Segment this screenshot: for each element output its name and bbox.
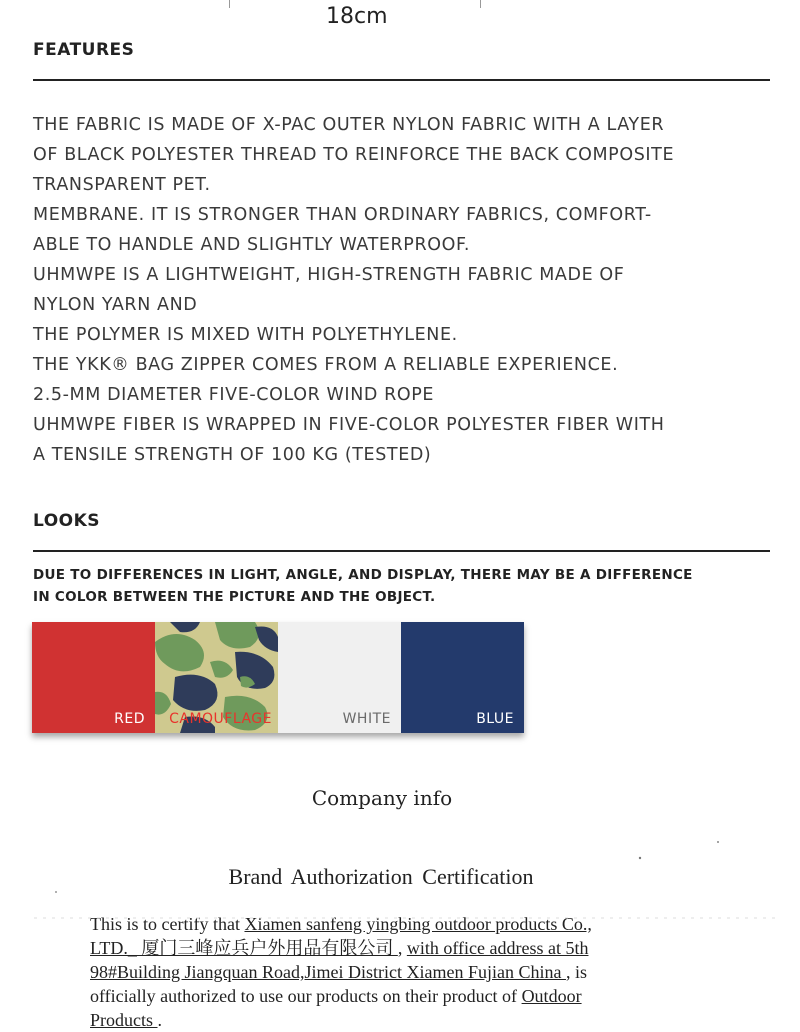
certificate-text: This is to certify that [90,914,245,934]
company-info-title: Company info [311,786,453,810]
certificate-text: , is [565,962,587,982]
certificate-line [90,960,690,984]
certificate-address: 98#Building Jiangquan Road,Jimei District Xiamen Fujian China [90,962,566,982]
swatch-red [32,622,155,733]
features-divider [33,79,770,81]
features-list [33,110,753,470]
certificate-body [90,912,690,1032]
features-line: THE YKK® BAG ZIPPER COMES FROM A RELIABLE EXPERIENCE. [33,355,619,375]
swatch-white [278,622,401,733]
swatch-blue [401,622,524,733]
color-disclaimer [33,564,733,608]
color-disclaimer-line: IN COLOR BETWEEN THE PICTURE AND THE OBJECT. [33,589,436,605]
features-line: TRANSPARENT PET. [33,175,211,195]
features-line: ABLE TO HANDLE AND SLIGHTLY WATERPROOF. [33,235,470,255]
certificate-line [90,1008,690,1032]
certificate-heading: Brand Authorization Certification [228,864,534,889]
features-line: THE POLYMER IS MIXED WITH POLYETHYLENE. [33,325,458,345]
features-line: NYLON YARN AND [33,295,198,315]
certificate-company: LTD._ 厦门三峰应兵户外用品有限公司 [90,938,398,958]
certificate-line [90,912,690,936]
color-swatches [32,622,524,733]
certificate-product: Products [90,1010,158,1030]
features-line: A TENSILE STRENGTH OF 100 KG (TESTED) [33,445,432,465]
features-title: FEATURES [33,40,135,60]
certificate-line [90,936,690,960]
certificate-text: . [157,1010,162,1030]
features-line: THE FABRIC IS MADE OF X-PAC OUTER NYLON FABRIC WITH A LAYER [33,115,665,135]
looks-divider [33,550,770,552]
features-line: OF BLACK POLYESTER THREAD TO REINFORCE THE BACK COMPOSITE [33,145,675,165]
features-line: MEMBRANE. IT IS STRONGER THAN ORDINARY FABRICS, COMFORT- [33,205,652,225]
color-disclaimer-line: DUE TO DIFFERENCES IN LIGHT, ANGLE, AND DISPLAY, THERE MAY BE A DIFFERENCE [33,567,693,583]
dimension-tick-left [229,0,230,8]
features-line: 2.5-MM DIAMETER FIVE-COLOR WIND ROPE [33,385,435,405]
certificate-text: , [397,938,407,958]
certificate-company: Xiamen sanfeng yingbing outdoor products Co., [244,914,592,934]
features-line: UHMWPE FIBER IS WRAPPED IN FIVE-COLOR POLYESTER FIBER WITH [33,415,665,435]
certificate-text: officially authorized to use our products on their product of [90,986,522,1006]
looks-title: LOOKS [33,511,101,531]
swatch-label: CAMOUFLAGE [169,711,272,727]
certificate-address: with office address at 5th [406,938,589,958]
swatch-label: BLUE [476,711,514,727]
features-line: UHMWPE IS A LIGHTWEIGHT, HIGH-STRENGTH FABRIC MADE OF [33,265,625,285]
dimension-tick-right [480,0,481,8]
certificate-product: Outdoor [521,986,582,1006]
swatch-label: RED [114,711,145,727]
swatch-label: WHITE [342,711,391,727]
swatch-camouflage [155,622,278,733]
certificate-line [90,984,690,1008]
dimension-label: 18cm [326,4,388,29]
